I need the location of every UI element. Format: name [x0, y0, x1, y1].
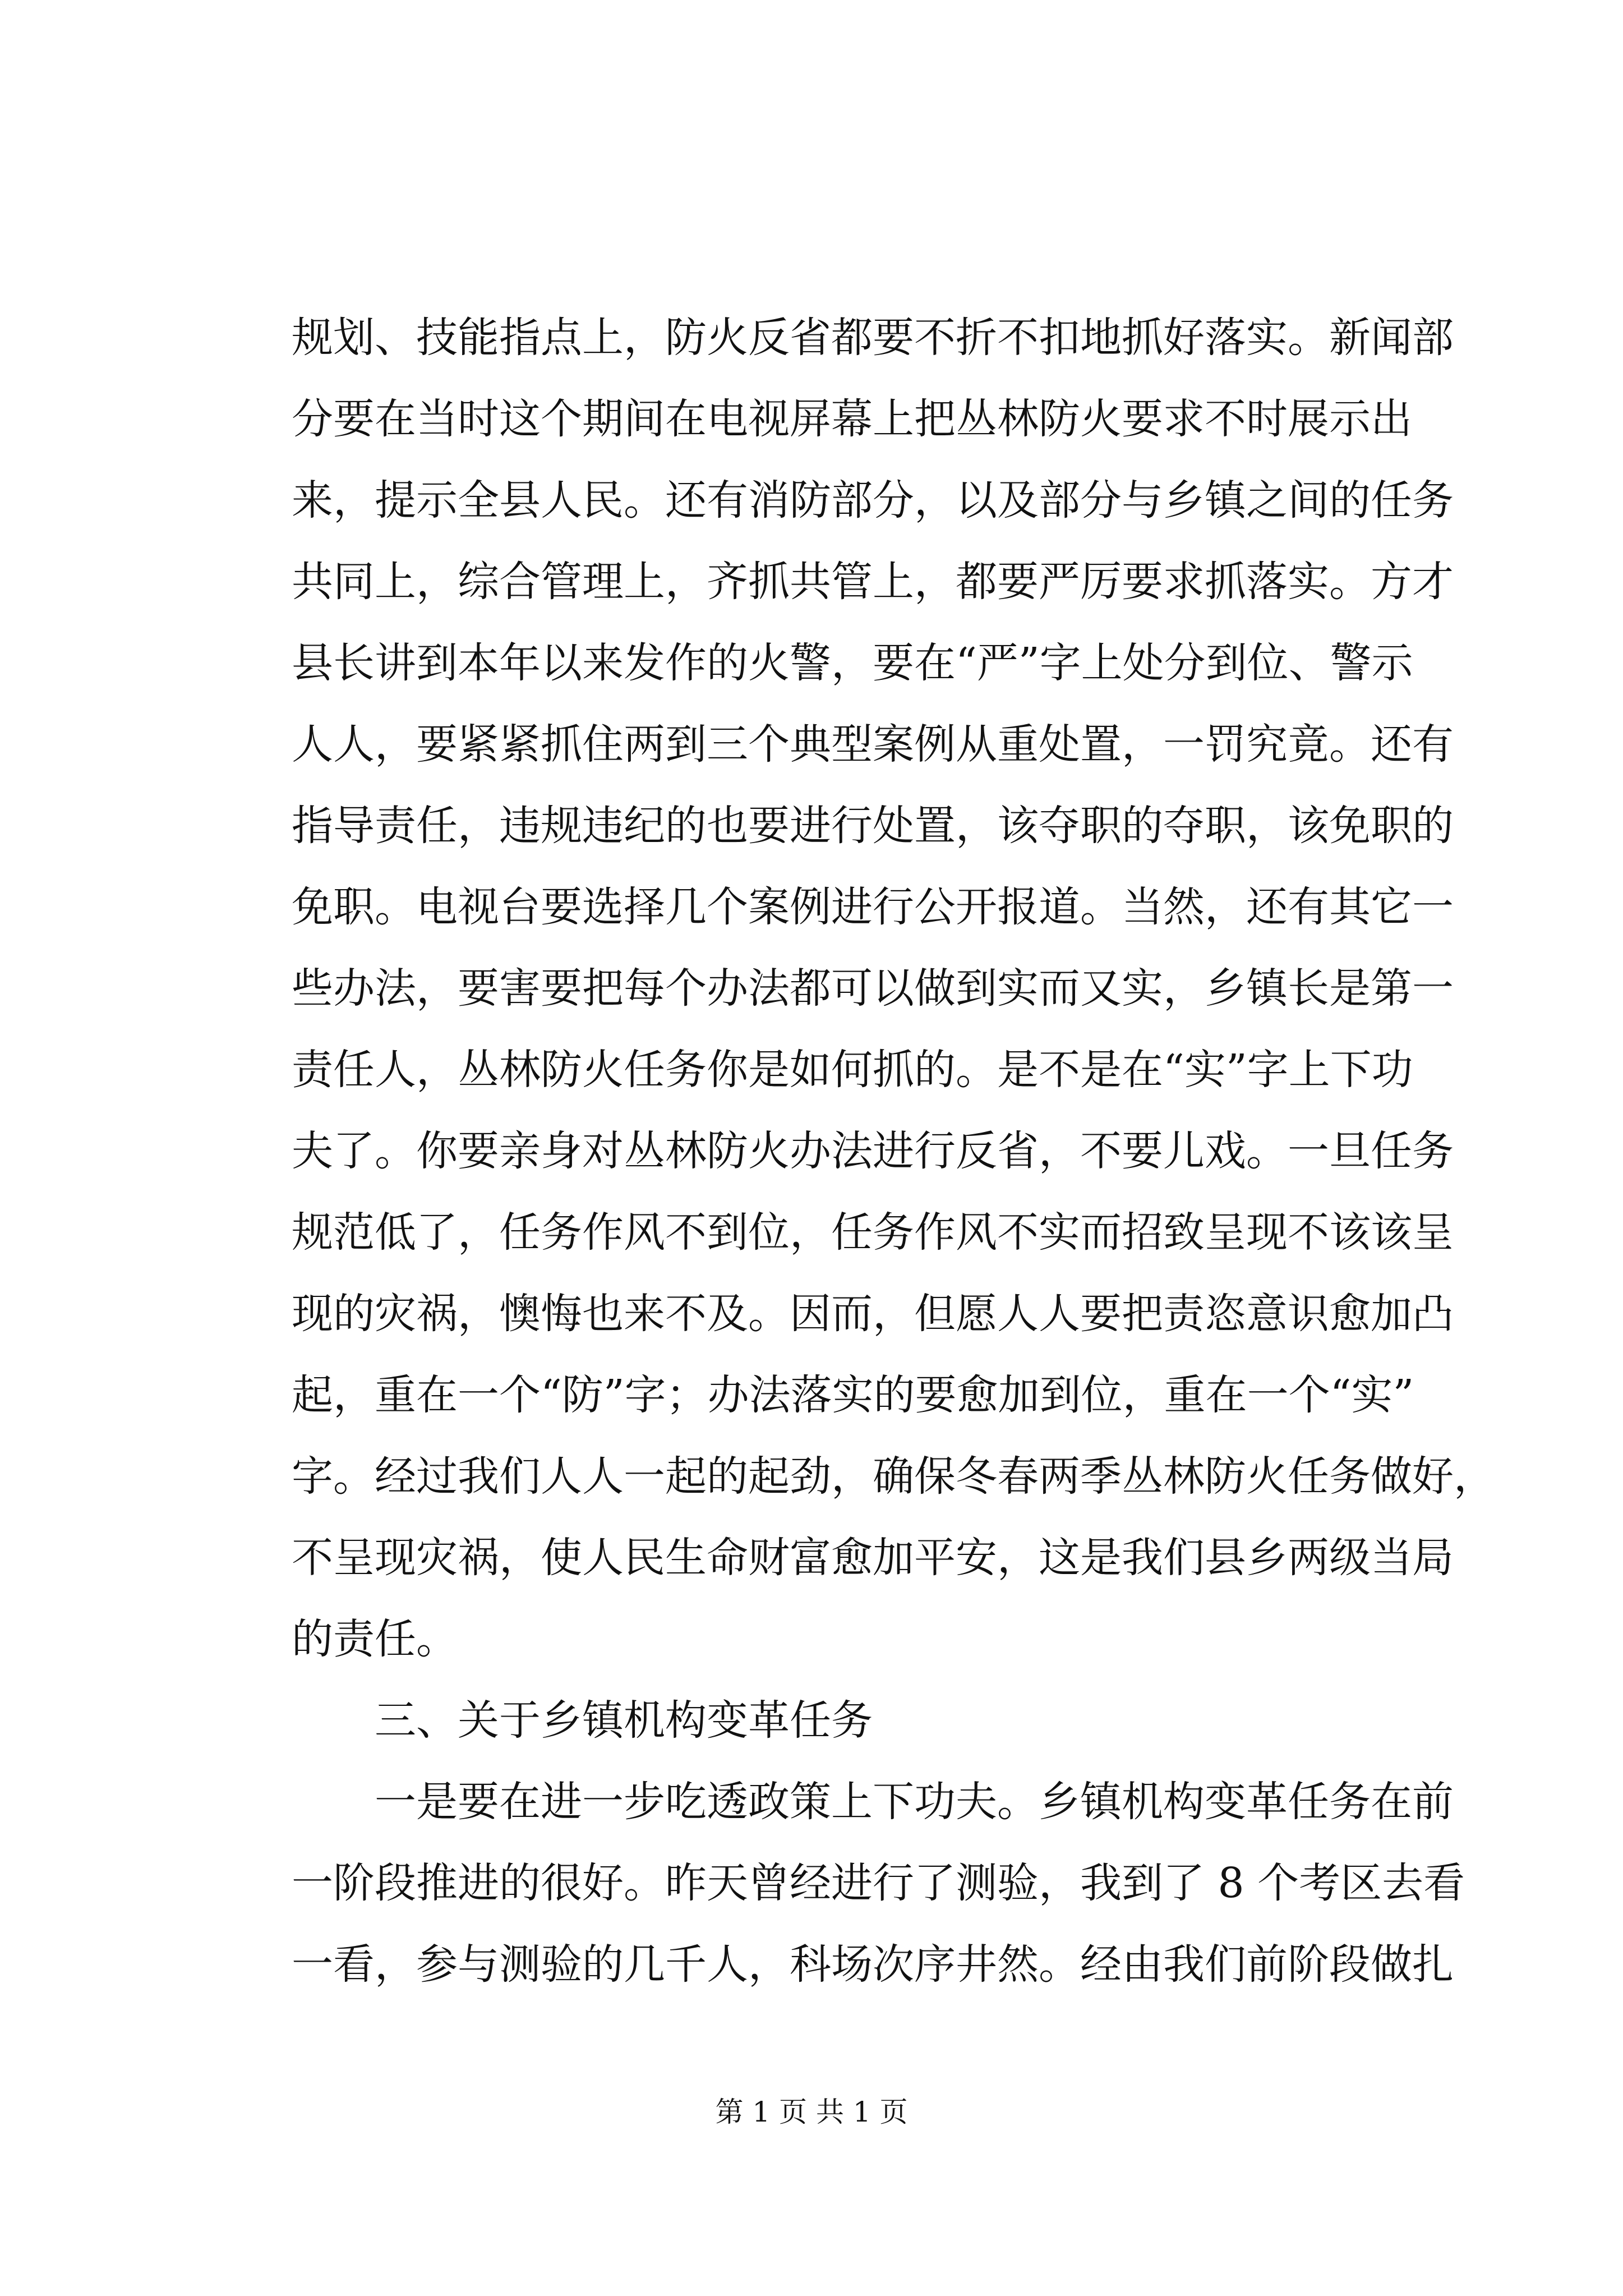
page-footer: 第 1 页 共 1 页 — [715, 2096, 908, 2128]
text-line: 共同上，综合管理上，齐抓共管上，都要严厉要求抓落实。方才 — [292, 558, 1454, 606]
text-line: 规范低了，任务作风不到位，任务作风不实而招致呈现不该该呈 — [292, 1208, 1454, 1257]
text-line: 不呈现灾祸，使人民生命财富愈加平安，这是我们县乡两级当局 — [292, 1534, 1454, 1582]
text-line: 分要在当时这个期间在电视屏幕上把丛林防火要求不时展示出 — [292, 395, 1412, 443]
text-line: 起，重在一个“防”字；办法落实的要愈加到位，重在一个“实” — [292, 1371, 1414, 1419]
text-line: 字。经过我们人人一起的起劲，确保冬春两季丛林防火任务做好， — [292, 1452, 1495, 1501]
text-line: 指导责任，违规违纪的也要进行处置，该夺职的夺职，该免职的 — [292, 802, 1454, 850]
body-text — [292, 297, 1495, 2005]
text-line: 的责任。 — [292, 1615, 458, 1663]
text-line: 免职。电视台要选择几个案例进行公开报道。当然，还有其它一 — [292, 883, 1454, 931]
text-line: 一阶段推进的很好。昨天曾经进行了测验，我到了 8 个考区去看 — [292, 1859, 1465, 1907]
text-line: 一是要在进一步吃透政策上下功夫。乡镇机构变革任务在前 — [375, 1778, 1454, 1826]
text-line: 一看，参与测验的几千人，科场次序井然。经由我们前阶段做扎 — [292, 1940, 1454, 1989]
text-line: 县长讲到本年以来发作的火警，要在“严”字上处分到位、警示 — [292, 639, 1413, 687]
text-line: 现的灾祸，懊悔也来不及。因而，但愿人人要把责恣意识愈加凸 — [292, 1290, 1454, 1338]
text-line: 三、关于乡镇机构变革任务 — [375, 1696, 873, 1745]
text-line: 夫了。你要亲身对丛林防火办法进行反省，不要儿戏。一旦任务 — [292, 1127, 1454, 1175]
text-line: 些办法，要害要把每个办法都可以做到实而又实，乡镇长是第一 — [292, 964, 1454, 1013]
text-line: 人人，要紧紧抓住两到三个典型案例从重处置，一罚究竟。还有 — [292, 720, 1454, 769]
text-line: 规划、技能指点上，防火反省都要不折不扣地抓好落实。新闻部 — [292, 314, 1454, 362]
text-line: 责任人，丛林防火任务你是如何抓的。是不是在“实”字上下功 — [292, 1046, 1413, 1094]
text-line: 来，提示全县人民。还有消防部分，以及部分与乡镇之间的任务 — [292, 476, 1454, 524]
